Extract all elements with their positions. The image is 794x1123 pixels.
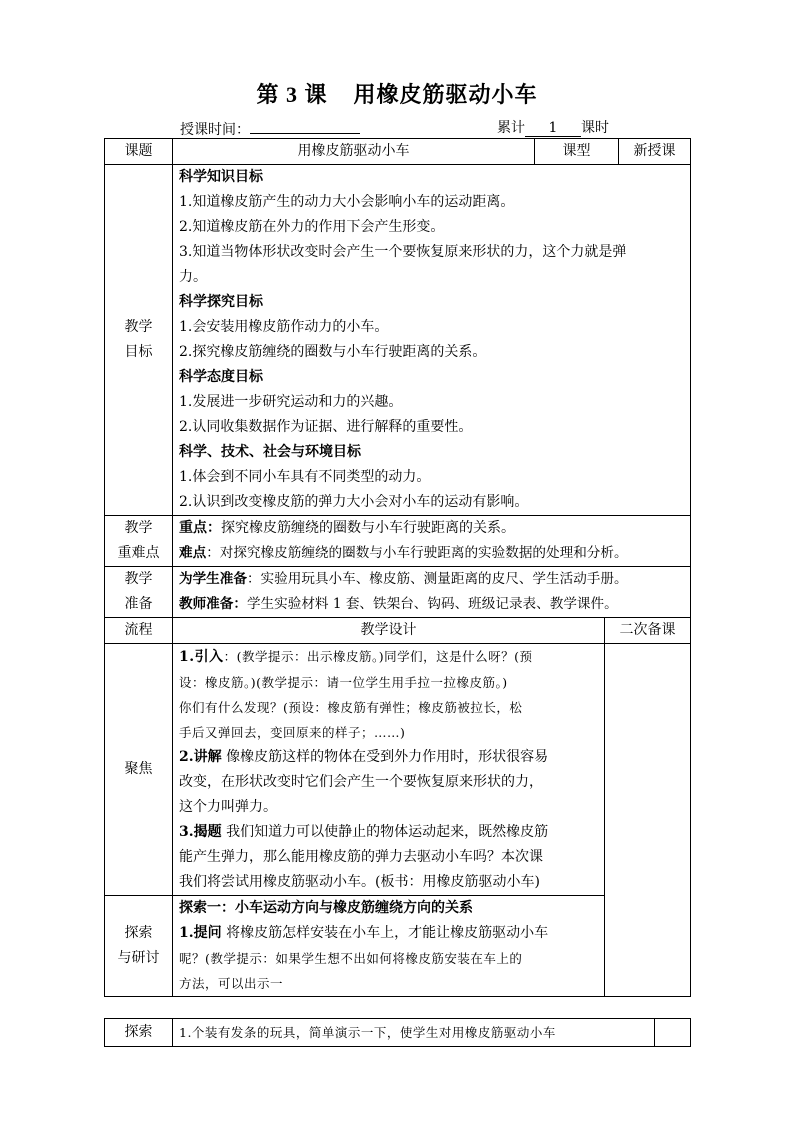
goals-label-line1: 教学	[124, 319, 153, 335]
focus-label-line1: 教学	[124, 520, 153, 536]
explain-lead: 2.讲解	[179, 749, 222, 765]
focus-row	[105, 516, 691, 567]
lesson-number: 第 3 课	[256, 82, 328, 107]
difficulty-label: 难点	[179, 545, 207, 561]
focus-line: 设：橡皮筋。)(教学提示：请一位学生用手拉一拉橡皮筋。)	[179, 675, 508, 690]
explore-stage-label	[105, 896, 173, 997]
continued-label: 探索	[105, 1019, 173, 1047]
key-point-text: 探究橡皮筋缠绕的圈数与小车行驶距离的关系。	[221, 520, 515, 536]
topic-row	[105, 139, 691, 165]
lesson-name: 用橡皮筋驱动小车	[353, 82, 538, 108]
question-lead: 1.提问	[179, 925, 222, 941]
total-hours	[497, 117, 609, 137]
focus-label-line2: 重难点	[117, 545, 160, 561]
intro-lead: 1.引入	[179, 649, 224, 665]
stse-item: 2.认识到改变橡皮筋的弹力大小会对小车的运动有影响。	[179, 494, 529, 510]
student-prep-text: ：实验用玩具小车、橡皮筋、测量距离的皮尺、学生活动手册。	[246, 571, 628, 587]
focus-stage-row	[105, 644, 691, 896]
reveal-lead: 3.揭题	[179, 824, 222, 840]
explore-line: 呢？(教学提示：如果学生想不出如何将橡皮筋安装在车上的	[179, 951, 523, 966]
prep-label-line1: 教学	[124, 571, 153, 587]
lesson-type-label: 课型	[535, 139, 619, 165]
second-prep-header: 二次备课	[605, 618, 691, 644]
process-header-row	[105, 618, 691, 644]
topic-label: 课题	[105, 139, 173, 165]
goals-content	[173, 165, 691, 516]
focus-stage-content	[173, 644, 605, 896]
explore-line: 将橡皮筋怎样安装在小车上，才能让橡皮筋驱动小车	[221, 925, 549, 941]
focus-line: 手后又弹回去，变回原来的样子；……)	[179, 725, 406, 740]
teacher-prep-text: 学生实验材料 1 套、铁架台、钩码、班级记录表、教学课件。	[246, 596, 618, 612]
prep-content	[173, 567, 691, 618]
difficulty-text: ：对探究橡皮筋缠绕的圈数与小车行驶距离的实验数据的处理和分析。	[206, 545, 628, 561]
focus-line: 改变，在形状改变时它们会产生一个要恢复原来形状的力，	[179, 774, 543, 790]
attitude-item: 2.认同收集数据作为证据、进行解释的重要性。	[179, 419, 473, 435]
continued-second-prep[interactable]	[655, 1019, 691, 1047]
goals-label-line2: 目标	[124, 344, 153, 360]
total-hours-label: 累计	[497, 120, 525, 136]
knowledge-item: 2.知道橡皮筋在外力的作用下会产生形变。	[179, 219, 445, 235]
design-header: 教学设计	[173, 618, 605, 644]
focus-line: 能产生弹力，那么能用橡皮筋的弹力去驱动小车吗？本次课	[179, 849, 543, 865]
attitude-item: 1.发展进一步研究运动和力的兴趣。	[179, 394, 403, 410]
explore-stage-row	[105, 896, 691, 997]
flow-header: 流程	[105, 618, 173, 644]
student-prep-label: 为学生准备	[179, 571, 247, 587]
explore-one-title: 小车运动方向与橡皮筋缠绕方向的关系	[235, 900, 473, 916]
teaching-time	[180, 117, 360, 139]
knowledge-item: 3.知道当物体形状改变时会产生一个要恢复原来形状的力，这个力就是弹	[179, 244, 627, 260]
continued-text	[173, 1019, 655, 1047]
knowledge-item: 1.知道橡皮筋产生的动力大小会影响小车的运动距离。	[179, 194, 515, 210]
goals-label	[105, 165, 173, 516]
prep-label-line2: 准备	[124, 596, 153, 612]
continued-row	[105, 1019, 691, 1047]
prep-label	[105, 567, 173, 618]
teaching-time-label: 授课时间：	[180, 122, 250, 138]
inquiry-heading: 科学探究目标	[179, 294, 263, 310]
continued-table	[104, 1018, 691, 1047]
focus-label	[105, 516, 173, 567]
second-prep-cell[interactable]	[605, 644, 691, 997]
lesson-plan-table	[104, 138, 691, 997]
lesson-title	[0, 78, 794, 109]
explore-label-line2: 与研讨	[117, 950, 160, 966]
focus-stage-label: 聚焦	[105, 644, 173, 896]
explore-one-lead: 探索一：	[179, 900, 235, 916]
lesson-type-value: 新授课	[619, 139, 691, 165]
teacher-prep-label: 教师准备：	[179, 596, 247, 612]
stse-item: 1.体会到不同小车具有不同类型的动力。	[179, 469, 431, 485]
knowledge-heading: 科学知识目标	[179, 169, 263, 185]
explore-label-line1: 探索	[124, 925, 153, 941]
focus-content	[173, 516, 691, 567]
total-hours-unit: 课时	[581, 120, 609, 136]
focus-line: ：(教学提示：出示橡皮筋。)同学们，这是什么呀？(预	[223, 649, 533, 664]
total-hours-value: 1	[525, 120, 581, 137]
topic-value: 用橡皮筋驱动小车	[173, 139, 535, 165]
stse-heading: 科学、技术、社会与环境目标	[179, 444, 361, 460]
focus-line: 像橡皮筋这样的物体在受到外力作用时，形状很容易	[221, 749, 549, 765]
focus-line: 我们知道力可以使静止的物体运动起来，既然橡皮筋	[221, 824, 549, 840]
explore-stage-content	[173, 896, 605, 997]
explore-line: 方法，可以出示一	[179, 976, 284, 991]
knowledge-item: 力。	[179, 269, 207, 285]
continued-line: 1.个装有发条的玩具，简单演示一下，使学生对用橡皮筋驱动小车	[179, 1025, 556, 1040]
focus-line: 这个力叫弹力。	[179, 799, 277, 815]
focus-line: 你们有什么发现？(预设：橡皮筋有弹性；橡皮筋被拉长，松	[179, 700, 523, 715]
key-point-label: 重点：	[179, 520, 221, 536]
inquiry-item: 2.探究橡皮筋缠绕的圈数与小车行驶距离的关系。	[179, 344, 487, 360]
focus-line: 我们将尝试用橡皮筋驱动小车。(板书：用橡皮筋驱动小车)	[179, 874, 540, 890]
inquiry-item: 1.会安装用橡皮筋作动力的小车。	[179, 319, 389, 335]
attitude-heading: 科学态度目标	[179, 369, 263, 385]
prep-row	[105, 567, 691, 618]
teaching-time-blank[interactable]	[250, 117, 360, 134]
goals-row	[105, 165, 691, 516]
